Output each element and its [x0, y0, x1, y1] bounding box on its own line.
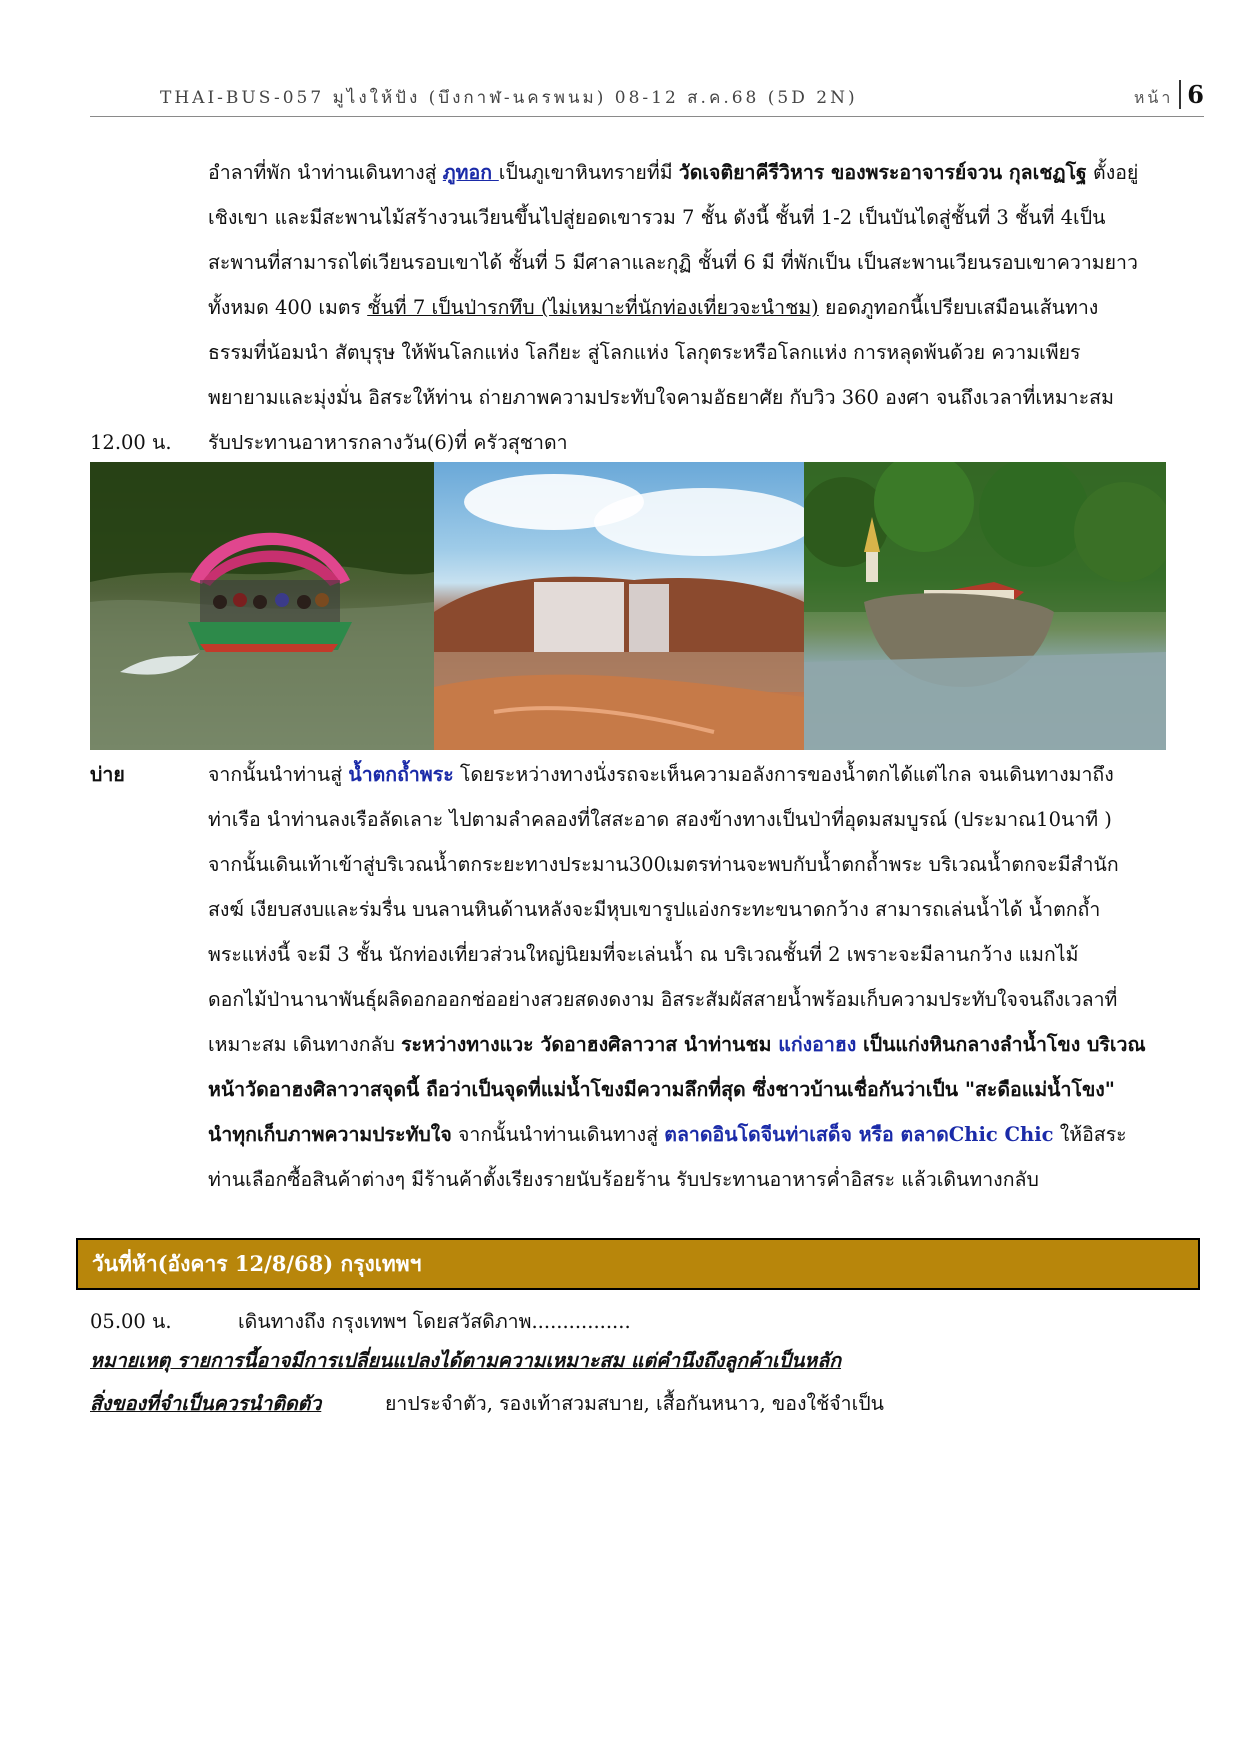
- paragraph-line: [208, 285, 1200, 330]
- highlight-run: ตลาดอินโดจีนท่าเสด็จ หรือ ตลาดChic Chic: [664, 1123, 1054, 1146]
- text-run: ท่าเรือ นำท่านลงเรือลัดเลาะ ไปตามลำคลองที่ใสสะอาด สองข้างทางเป็นป่าที่อุดมสมบูรณ์ (ประมาณ10นาที ): [208, 808, 1112, 831]
- waterfall-photo: [434, 462, 804, 750]
- text-run: โดยระหว่างทางนั่งรถจะเห็นความอลังการของน้ำตกได้แต่ไกล จนเดินทางมาถึง: [453, 763, 1114, 786]
- highlight-run: นำทุกเก็บภาพความประทับใจ: [208, 1123, 452, 1146]
- lunch-row: [90, 420, 1200, 465]
- afternoon-time: บ่าย: [90, 763, 125, 786]
- text-run: สะพานที่สามารถไต่เวียนรอบเขาได้ ชั้นที่ 5 มีศาลาและกุฏิ ชั้นที่ 6 มี ที่พักเป็น เป็นสะพานเวียนรอบเขาความยาว: [208, 251, 1138, 274]
- paragraph-line: [208, 1157, 1200, 1202]
- afternoon-section: [90, 752, 1200, 1202]
- text-run: ดอกไม้ป่านานาพันธุ์ผลิดอกออกช่ออย่างสวยสดงดงาม อิสระสัมผัสสายน้ำพร้อมเก็บความประทับใจจนถึงเวลาที่: [208, 988, 1118, 1011]
- text-run: พยายามและมุ่งมั่น อิสระให้ท่าน ถ่ายภาพความประทับใจคามอัธยาศัย กับวิว 360 องศา จนถึงเวลาที่เหมาะสม: [208, 386, 1114, 409]
- river-rock-temple-photo: [804, 462, 1166, 750]
- remark-note: หมายเหตุ รายการนี้อาจมีการเปลี่ยนแปลงได้ตามความเหมาะสม แต่คำนึงถึงลูกค้าเป็นหลัก: [90, 1349, 842, 1372]
- page-indicator: [1134, 80, 1204, 111]
- text-run: ตั้งอยู่: [1086, 161, 1139, 184]
- paragraph-line: [208, 150, 1200, 195]
- items-note: [90, 1388, 884, 1419]
- paragraph-line: [208, 887, 1200, 932]
- paragraph-line: [208, 330, 1200, 375]
- text-run: ท่านเลือกซื้อสินค้าต่างๆ มีร้านค้าตั้งเรียงรายนับร้อยร้าน รับประทานอาหารค่ำอิสระ แล้วเดินทางกลับ: [208, 1168, 1039, 1191]
- photo-strip: [90, 462, 1166, 750]
- page-header: [90, 80, 1204, 117]
- longtail-boat-photo: [90, 462, 434, 750]
- highlight-run: หน้าวัดอาฮงศิลาวาสจุดนี้ ถือว่าเป็นจุดที่แม่น้ำโขงมีความลึกที่สุด ซึ่งชาวบ้านเชื่อกันว่าเป็น "สะดือแม่น้ำโขง": [208, 1078, 1115, 1101]
- paragraph-line: [208, 842, 1200, 887]
- highlight-run: แก่งอาฮง: [778, 1033, 857, 1056]
- paragraph-line: [208, 1022, 1200, 1067]
- tour-code-title: THAI-BUS-057 มูไงให้ปัง (บึงกาฬ-นครพนม) 08-12 ส.ค.68 (5D 2N): [160, 88, 858, 108]
- day5-time: 05.00 น.: [90, 1310, 172, 1333]
- items-text: ยาประจำตัว, รองเท้าสวมสบาย, เสื้อกันหนาว, ของใช้จำเป็น: [385, 1392, 884, 1415]
- text-run: จากนั้นนำท่านสู่: [208, 763, 349, 786]
- highlight-run: ชั้นที่ 7 เป็นป่ารกทึบ (ไม่เหมาะที่นักท่องเที่ยวจะนำชม): [367, 296, 819, 319]
- text-run: ทั้งหมด 400 เมตร: [208, 296, 368, 319]
- phu-tok-paragraph: [208, 150, 1200, 420]
- text-run: พระแห่งนี้ จะมี 3 ชั้น นักท่องเที่ยวส่วนใหญ่นิยมที่จะเล่นน้ำ ณ บริเวณชั้นที่ 2 เพราะจะมีลานกว้าง แมกไม้: [208, 943, 1079, 966]
- text-run: สงฆ์ เงียบสงบและร่มรื่น บนลานหินด้านหลังจะมีหุบเขารูปแอ่งกระทะขนาดกว้าง สามารถเล่นน้ำได้ น้ำตกถ้ำ: [208, 898, 1101, 921]
- page-number: 6: [1179, 80, 1204, 109]
- text-run: เชิงเขา และมีสะพานไม้สร้างวนเวียนขึ้นไปสู่ยอดเขารวม 7 ชั้น ดังนี้ ชั้นที่ 1-2 เป็นบันไดสู่ชั้นที่ 3 ชั้นที่ 4เป็น: [208, 206, 1106, 229]
- page-label: หน้า: [1133, 88, 1174, 107]
- day5-heading-bar: วันที่ห้า(อังคาร 12/8/68) กรุงเทพฯ: [76, 1238, 1200, 1290]
- text-run: เหมาะสม เดินทางกลับ: [208, 1033, 402, 1056]
- paragraph-line: [208, 195, 1200, 240]
- text-run: ธรรมที่น้อมนำ สัตบุรุษ ให้พ้นโลกแห่ง โลกียะ สู่โลกแห่ง โลกุตระหรือโลกแห่ง การหลุดพ้นด้วย ความเพียร: [208, 341, 1081, 364]
- lunch-text: รับประทานอาหารกลางวัน(6)ที่ ครัวสุชาดา: [208, 431, 568, 454]
- paragraph-line: [208, 1067, 1200, 1112]
- items-label: สิ่งของที่จำเป็นควรนำติดตัว: [90, 1392, 322, 1415]
- lunch-time: 12.00 น.: [90, 431, 172, 454]
- paragraph-line: [208, 240, 1200, 285]
- text-run: อำลาที่พัก นำท่านเดินทางสู่: [208, 161, 443, 184]
- text-run: ให้อิสระ: [1053, 1123, 1127, 1146]
- highlight-run: ระหว่างทางแวะ วัดอาฮงศิลาวาส นำท่านชม: [401, 1033, 779, 1056]
- paragraph-line: [208, 1112, 1200, 1157]
- paragraph-line: [208, 932, 1200, 977]
- day5-text: เดินทางถึง กรุงเทพฯ โดยสวัสดิภาพ................: [238, 1310, 631, 1333]
- paragraph-line: [208, 752, 1200, 797]
- paragraph-line: [208, 797, 1200, 842]
- highlight-run: เป็นแก่งหินกลางลำน้ำโขง บริเวณ: [856, 1033, 1146, 1056]
- highlight-run: น้ำตกถ้ำพระ: [348, 763, 454, 786]
- afternoon-paragraph: [208, 752, 1200, 1202]
- phu-tok-section: [90, 150, 1200, 420]
- text-run: เป็นภูเขาหินทรายที่มี: [498, 161, 679, 184]
- text-run: ยอดภูทอกนี้เปรียบเสมือนเส้นทาง: [818, 296, 1099, 319]
- text-run: จากนั้นนำท่านเดินทางสู่: [451, 1123, 665, 1146]
- paragraph-line: [208, 375, 1200, 420]
- day5-row: [90, 1306, 631, 1337]
- place-link: ภูทอก: [442, 161, 499, 184]
- highlight-run: วัดเจติยาคีรีวิหาร ของพระอาจารย์จวน กุลเชฏโฐ: [678, 161, 1087, 184]
- paragraph-line: [208, 977, 1200, 1022]
- text-run: จากนั้นเดินเท้าเข้าสู่บริเวณน้ำตกระยะทางประมาน300เมตรท่านจะพบกับน้ำตกถ้ำพระ บริเวณน้ำตกจะมีสำนัก: [208, 853, 1119, 876]
